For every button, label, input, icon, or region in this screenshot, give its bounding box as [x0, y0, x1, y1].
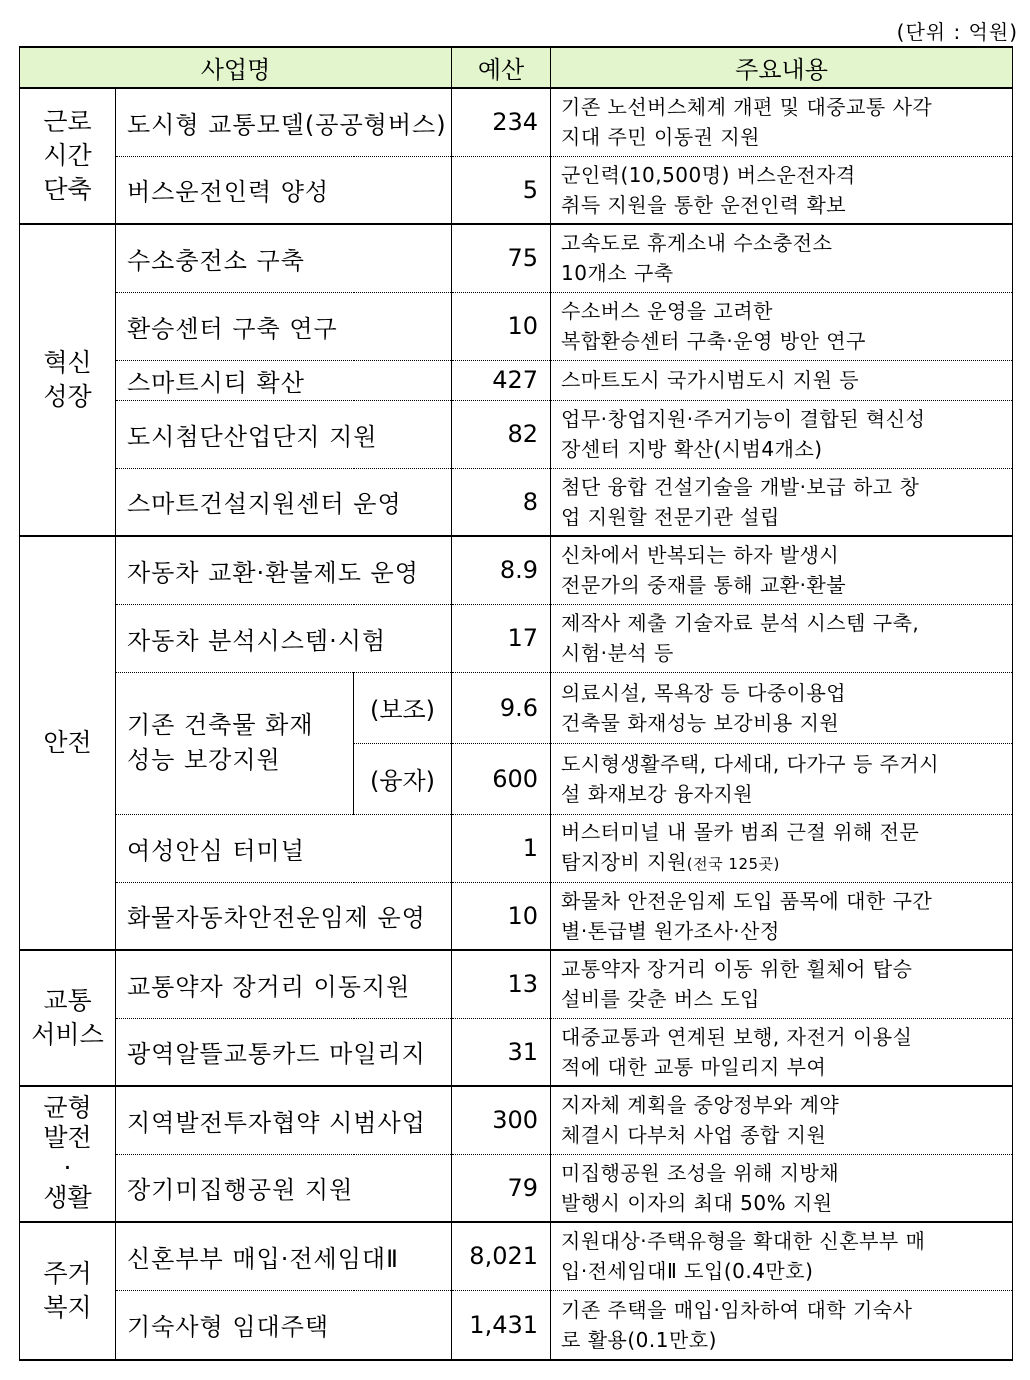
description-line: 기존 주택을 매입·임차하여 대학 기숙사	[561, 1297, 913, 1322]
budget-amount: 17	[452, 604, 551, 672]
project-name: 신혼부부 매입·전세임대Ⅱ	[116, 1222, 452, 1290]
project-name: 화물자동차안전운임제 운영	[116, 882, 452, 950]
description-line: 지자체 계획을 중앙정부와 계약	[561, 1093, 840, 1118]
description-line: 발행시 이자의 최대 50% 지원	[561, 1190, 833, 1215]
unit-label: (단위 : 억원)	[896, 20, 1018, 44]
description-line: 별·톤급별 원가조사·산정	[561, 918, 780, 943]
description-line: 대중교통과 연계된 보행, 자전거 이용실	[561, 1024, 913, 1049]
project-name: 장기미집행공원 지원	[116, 1154, 452, 1222]
project-description	[551, 360, 1013, 400]
project-description	[551, 292, 1013, 360]
table-row	[20, 1290, 1013, 1360]
description-text: 탐지장비 지원	[561, 850, 687, 874]
budget-amount: 9.6	[452, 672, 551, 743]
budget-amount: 234	[452, 88, 551, 156]
description-line: 지대 주민 이동권 지원	[561, 125, 760, 150]
description-line: 제작사 제출 기술자료 분석 시스템 구축,	[561, 611, 920, 635]
project-name: 도시형 교통모델(공공형버스)	[116, 88, 452, 156]
description-line: 버스터미널 내 몰카 범죄 근절 위해 전문	[561, 820, 920, 844]
table-row	[20, 1154, 1013, 1222]
description-line: 첨단 융합 건설기술을 개발·보급 하고 창	[561, 474, 920, 499]
project-subtype: (보조)	[354, 672, 452, 743]
budget-amount: 427	[452, 360, 551, 400]
category-cell	[20, 224, 116, 536]
project-description	[551, 1290, 1013, 1360]
budget-amount: 79	[452, 1154, 551, 1222]
description-line: 복합환승센터 구축·운영 방안 연구	[561, 329, 866, 353]
description-line: 미집행공원 조성을 위해 지방채	[561, 1160, 840, 1185]
description-line: 체결시 다부처 사업 종합 지원	[561, 1123, 827, 1148]
budget-amount: 75	[452, 224, 551, 292]
table-row	[20, 1086, 1013, 1154]
table-row	[20, 950, 1013, 1018]
description-note: (전국 125곳)	[686, 855, 780, 873]
description-line: 업 지원할 전문기관 설립	[561, 504, 780, 529]
project-subtype: (융자)	[354, 743, 452, 814]
description-line: 시험·분석 등	[561, 641, 674, 665]
table-row	[20, 672, 1013, 743]
description-line: 지원대상·주택유형을 확대한 신혼부부 매	[561, 1229, 926, 1254]
project-description	[551, 814, 1013, 882]
budget-amount: 1,431	[452, 1290, 551, 1360]
description-line: 업무·창업지원·주거기능이 결합된 혁신성	[561, 407, 926, 431]
category-cell	[20, 1086, 116, 1222]
project-description	[551, 743, 1013, 814]
description-line: 고속도로 휴게소내 수소충전소	[561, 231, 833, 256]
description-line: 10개소 구축	[561, 261, 674, 286]
project-name: 지역발전투자협약 시범사업	[116, 1086, 452, 1154]
category-cell	[20, 1222, 116, 1360]
description-line: 로 활용(0.1만호)	[561, 1327, 717, 1352]
category-label: 교통 서비스	[31, 986, 104, 1049]
project-name: 스마트건설지원센터 운영	[116, 468, 452, 536]
project-name: 수소충전소 구축	[116, 224, 452, 292]
header-row	[20, 47, 1013, 88]
description-line: 스마트도시 국가시범도시 지원 등	[561, 368, 860, 392]
project-name: 기존 건축물 화재 성능 보강지원	[116, 672, 354, 814]
project-description	[551, 400, 1013, 468]
project-name: 환승센터 구축 연구	[116, 292, 452, 360]
table-row	[20, 292, 1013, 360]
table-row	[20, 1222, 1013, 1290]
category-label: 안전	[43, 728, 92, 758]
budget-amount: 31	[452, 1018, 551, 1086]
description-line: 취득 지원을 통한 운전인력 확보	[561, 192, 847, 217]
project-description	[551, 672, 1013, 743]
budget-amount: 1	[452, 814, 551, 882]
budget-amount: 13	[452, 950, 551, 1018]
project-description	[551, 468, 1013, 536]
table-row	[20, 814, 1013, 882]
description-line: 입·전세임대Ⅱ 도입(0.4만호)	[561, 1259, 814, 1284]
category-label: 혁신 성장	[43, 348, 92, 411]
project-name: 도시첨단산업단지 지원	[116, 400, 452, 468]
project-name: 자동차 분석시스템·시험	[116, 604, 452, 672]
project-description	[551, 1018, 1013, 1086]
project-name: 스마트시티 확산	[116, 360, 452, 400]
project-description	[551, 950, 1013, 1018]
table-row	[20, 536, 1013, 604]
project-name: 여성안심 터미널	[116, 814, 452, 882]
description-line: 장센터 지방 확산(시범4개소)	[561, 437, 823, 461]
header-content: 주요내용	[551, 47, 1013, 88]
header-project: 사업명	[20, 47, 452, 88]
budget-amount: 8.9	[452, 536, 551, 604]
category-cell	[20, 950, 116, 1086]
description-line: 적에 대한 교통 마일리지 부여	[561, 1054, 827, 1079]
project-description	[551, 536, 1013, 604]
project-name: 교통약자 장거리 이동지원	[116, 950, 452, 1018]
budget-amount: 300	[452, 1086, 551, 1154]
description-line: 화물차 안전운임제 도입 품목에 대한 구간	[561, 888, 933, 913]
category-label: 근로 시간 단축	[43, 107, 92, 204]
category-label: 균형 발전 · 생활	[43, 1093, 92, 1213]
category-cell	[20, 88, 116, 224]
budget-amount: 82	[452, 400, 551, 468]
project-description	[551, 88, 1013, 156]
description-line: 도시형생활주택, 다세대, 다가구 등 주거시	[561, 751, 940, 776]
project-description	[551, 1154, 1013, 1222]
description-line: 군인력(10,500명) 버스운전자격	[561, 162, 856, 187]
description-line: 신차에서 반복되는 하자 발생시	[561, 543, 840, 568]
description-line: 전문가의 중재를 통해 교환·환불	[561, 573, 847, 598]
table-row	[20, 882, 1013, 950]
project-name: 자동차 교환·환불제도 운영	[116, 536, 452, 604]
table-row	[20, 604, 1013, 672]
description-line: 설비를 갖춘 버스 도입	[561, 987, 760, 1012]
budget-amount: 600	[452, 743, 551, 814]
category-cell	[20, 536, 116, 950]
project-description	[551, 882, 1013, 950]
budget-amount: 8,021	[452, 1222, 551, 1290]
category-label: 주거 복지	[43, 1259, 92, 1322]
description-line	[561, 847, 1002, 879]
table-row	[20, 1018, 1013, 1086]
project-description	[551, 1222, 1013, 1290]
table-row	[20, 468, 1013, 536]
description-line: 수소버스 운영을 고려한	[561, 299, 773, 323]
table-row	[20, 400, 1013, 468]
description-line: 설 화재보강 융자지원	[561, 781, 754, 806]
project-description	[551, 224, 1013, 292]
table-row	[20, 224, 1013, 292]
project-name: 광역알뜰교통카드 마일리지	[116, 1018, 452, 1086]
budget-table	[19, 46, 1013, 1361]
budget-amount: 8	[452, 468, 551, 536]
table-row	[20, 88, 1013, 156]
budget-amount: 10	[452, 292, 551, 360]
description-line: 의료시설, 목욕장 등 다중이용업	[561, 680, 847, 705]
description-line: 교통약자 장거리 이동 위한 휠체어 탑승	[561, 957, 913, 982]
project-description	[551, 604, 1013, 672]
budget-amount: 10	[452, 882, 551, 950]
table-row	[20, 156, 1013, 224]
project-name: 버스운전인력 양성	[116, 156, 452, 224]
description-line: 건축물 화재성능 보강비용 지원	[561, 710, 840, 735]
budget-amount: 5	[452, 156, 551, 224]
header-budget: 예산	[452, 47, 551, 88]
project-description	[551, 156, 1013, 224]
table-row	[20, 360, 1013, 400]
project-description	[551, 1086, 1013, 1154]
project-name: 기숙사형 임대주택	[116, 1290, 452, 1360]
description-line: 기존 노선버스체계 개편 및 대중교통 사각	[561, 95, 933, 120]
